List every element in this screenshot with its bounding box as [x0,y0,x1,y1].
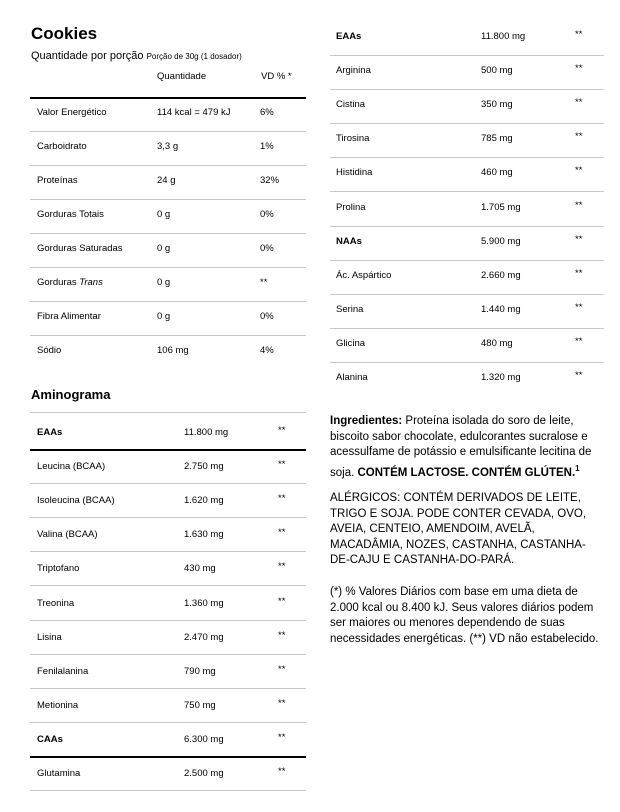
portion-subtitle [31,50,242,62]
amino-quantity: 2.470 mg [184,631,224,643]
amino-quantity: 460 mg [481,167,513,179]
vd-header: VD % * [261,71,292,82]
ingredients-footnote-mark: 1 [575,463,580,473]
amino-vd: ** [575,301,583,313]
nutrient-vd: ** [260,277,268,288]
amino-vd: ** [278,663,286,675]
amino-quantity: 6.300 mg [184,733,224,745]
row-divider [30,756,306,758]
row-divider [330,328,604,329]
nutrient-vd: 32% [260,175,280,186]
amino-vd: ** [278,629,286,641]
row-divider [30,233,306,234]
nutrient-vd: 6% [260,107,274,118]
amino-name: Ác. Aspártico [336,269,392,281]
amino-name: Glicina [336,337,366,349]
row-divider [30,165,306,166]
portion-label: Quantidade por porção [31,50,144,62]
row-divider [30,517,306,518]
nutrient-name: Sódio [37,345,62,356]
row-divider [30,267,306,268]
amino-quantity: 5.900 mg [481,235,521,247]
row-divider [330,123,604,124]
row-divider [30,483,306,484]
amino-name: Prolina [336,201,366,213]
nutrient-vd: 4% [260,345,274,356]
row-divider [30,551,306,552]
row-divider [30,654,306,655]
row-divider [30,790,306,791]
ingredients-warning: CONTÉM LACTOSE. CONTÉM GLÚTEN. [357,466,576,479]
amino-vd: ** [575,165,583,177]
amino-name: Serina [336,303,364,315]
amino-name: CAAs [37,733,63,745]
amino-name: Treonina [37,597,75,609]
row-divider [330,55,604,56]
amino-name: EAAs [336,31,362,42]
row-divider [330,191,604,192]
amino-name: Tirosina [336,133,370,145]
nutrient-quantity: 114 kcal = 479 kJ [157,107,231,118]
amino-vd: ** [278,425,286,436]
amino-vd: ** [575,199,583,211]
nutrient-vd: 0% [260,243,274,254]
amino-name: Arginina [336,65,371,77]
row-divider [330,226,604,227]
amino-quantity: 1.630 mg [184,529,224,541]
row-divider [30,585,306,586]
amino-quantity: 350 mg [481,99,513,111]
amino-quantity: 790 mg [184,665,216,677]
row-divider [330,89,604,90]
nutrient-vd: 0% [260,209,274,220]
row-divider [30,722,306,723]
nutrient-name [37,277,103,288]
nutrient-name: Valor Energético [37,107,107,118]
amino-vd: ** [278,459,286,471]
nutrient-quantity: 0 g [157,311,171,322]
amino-name: Metionina [37,699,79,711]
amino-name: NAAs [336,235,362,247]
nutrient-quantity: 0 g [157,243,171,254]
row-divider [30,335,306,336]
row-divider [330,260,604,261]
amino-vd: ** [278,493,286,505]
amino-vd: ** [575,97,583,109]
amino-vd: ** [278,595,286,607]
nutrient-name-italic: Trans [79,277,103,288]
nutrient-quantity: 0 g [157,277,171,288]
nutrient-name-part: Gorduras [37,277,80,288]
amino-name: Glutamina [37,768,81,779]
amino-quantity: 785 mg [481,133,513,145]
amino-vd: ** [575,63,583,75]
amino-name: Histidina [336,167,373,179]
amino-quantity: 11.800 mg [481,31,526,42]
row-divider [30,412,306,413]
amino-name: Isoleucina (BCAA) [37,495,115,507]
nutrition-header-divider [30,97,306,99]
aminogram-title: Aminograma [31,387,111,402]
amino-name: Fenilalanina [37,665,89,677]
page-title: Cookies [31,24,98,43]
amino-quantity: 1.620 mg [184,495,224,507]
ingredients-label: Ingredientes: [330,415,403,427]
amino-quantity: 430 mg [184,563,216,575]
row-divider [30,301,306,302]
row-divider [30,131,306,132]
amino-quantity: 480 mg [481,337,513,349]
nutrient-name: Gorduras Saturadas [37,243,123,254]
amino-vd: ** [278,697,286,709]
amino-vd: ** [575,370,583,381]
amino-name: Triptofano [37,563,80,575]
nutrient-quantity: 24 g [157,175,176,186]
row-divider [30,620,306,621]
nutrient-name: Fibra Alimentar [37,311,101,322]
amino-quantity: 750 mg [184,699,216,711]
amino-quantity: 500 mg [481,65,513,77]
amino-name: Lisina [37,631,62,643]
amino-quantity: 2.660 mg [481,269,521,281]
row-divider [330,294,604,295]
ingredients-text: Proteína isolada do soro de leite, biscoito sabor chocolate, edulcorantes sucralose e acessulfame de potássio e emulsificante lecitina de soja. [330,415,592,479]
nutrient-quantity: 3,3 g [157,141,179,152]
nutrient-name: Carboidrato [37,141,87,152]
ingredients-paragraph [330,414,600,481]
amino-quantity: 1.705 mg [481,201,521,213]
amino-vd: ** [575,335,583,347]
amino-vd: ** [278,766,286,777]
amino-quantity: 1.320 mg [481,372,521,383]
amino-quantity: 11.800 mg [184,427,229,438]
amino-vd: ** [575,233,583,245]
amino-vd: ** [575,29,583,40]
amino-name: EAAs [37,427,63,438]
amino-vd: ** [575,267,583,279]
amino-quantity: 2.500 mg [184,768,224,779]
amino-name: Alanina [336,372,368,383]
amino-vd: ** [278,731,286,743]
footnote-paragraph: (*) % Valores Diários com base em uma dieta de 2.000 kcal ou 8.400 kJ. Seus valores diários podem ser maiores ou menores dependendo de suas necessidades energéticas. (**) VD não estabelecido. [330,586,599,645]
amino-quantity: 1.360 mg [184,597,224,609]
nutrient-vd: 0% [260,311,274,322]
row-divider [330,157,604,158]
amino-vd: ** [278,561,286,573]
amino-name: Valina (BCAA) [37,529,98,541]
amino-quantity: 1.440 mg [481,303,521,315]
allergens-paragraph: ALÉRGICOS: CONTÉM DERIVADOS DE LEITE, TRIGO E SOJA. PODE CONTER CEVADA, OVO, AVEIA, CENTEIO, AMENDOIM, AVELÃ, MACADÂMIA, NOZES, CASTANHA, CASTANHA-DE-CAJU E CASTANHA-DO-PARÁ. [330,492,587,566]
quantity-header: Quantidade [157,71,207,82]
amino-vd: ** [278,527,286,539]
nutrient-name: Gorduras Totais [37,209,104,220]
amino-name: Cistina [336,99,366,111]
row-divider [330,362,604,363]
nutrient-quantity: 106 mg [157,345,189,356]
nutrient-quantity: 0 g [157,209,171,220]
nutrient-name: Proteínas [37,175,78,186]
row-divider [30,449,306,451]
row-divider [30,688,306,689]
amino-quantity: 2.750 mg [184,461,224,473]
nutrient-vd: 1% [260,141,274,152]
amino-vd: ** [575,131,583,143]
row-divider [30,199,306,200]
amino-name: Leucina (BCAA) [37,461,106,473]
portion-size: Porção de 30g (1 dosador) [146,52,242,61]
